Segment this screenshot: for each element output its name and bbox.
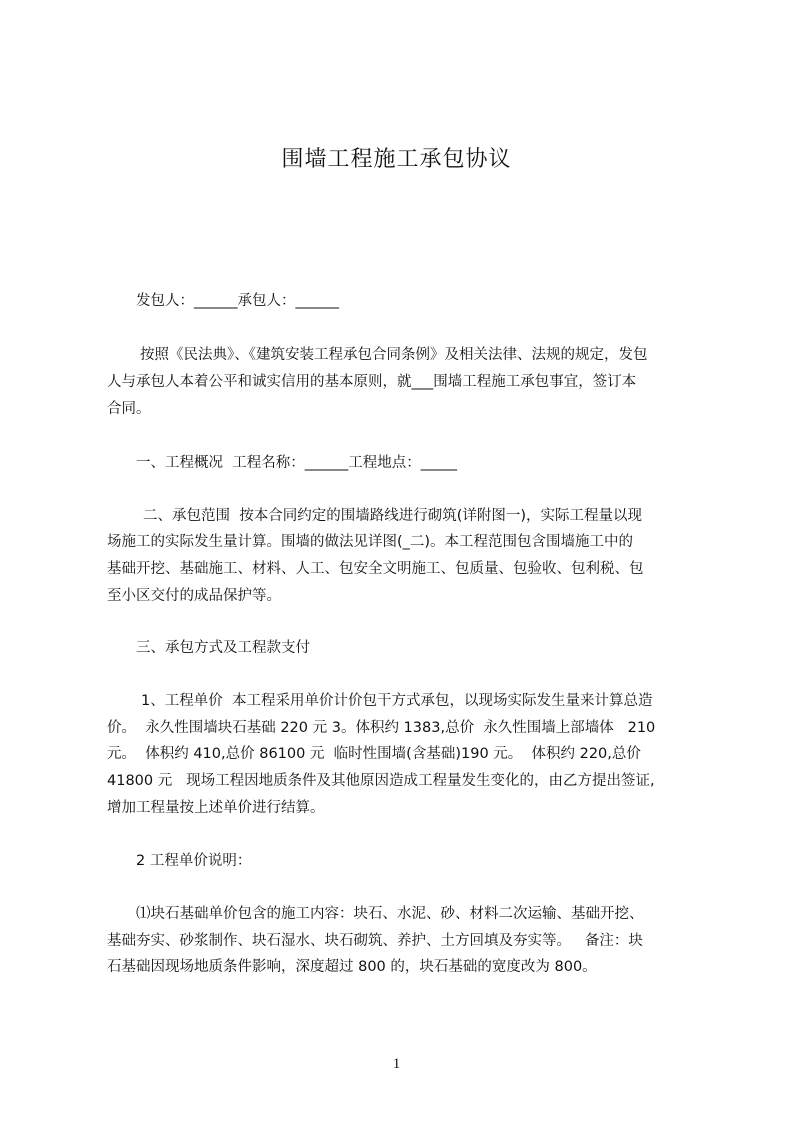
item1-line: 1、工程单价 本工程采用单价计价包干方式承包，以现场实际发生量来计算总造	[141, 693, 653, 709]
section2-line: 二、承包范围 按本合同约定的围墙路线进行砌筑(详附图一)，实际工程量以现	[143, 508, 643, 524]
page-number: 1	[392, 1056, 401, 1072]
section2-line: 场施工的实际发生量计算。围墙的做法见详图(_二)。本工程范围包含围墙施工中的	[107, 534, 634, 550]
item2-heading: 2 工程单价说明：	[136, 853, 252, 869]
section-heading-payment: 三、承包方式及工程款支付	[136, 640, 310, 656]
item2-1-line: 石基础因现场地质条件影响，深度超过 800 的，块石基础的宽度改为 800。	[107, 959, 597, 975]
section2-line: 基础开挖、基础施工、材料、人工、包安全文明施工、包质量、包验收、包利税、包	[107, 561, 644, 577]
preamble-line: 人与承包人本着公平和诚实信用的基本原则，就___围墙工程施工承包事宜，签订本	[107, 374, 637, 390]
item2-1-line: ⑴块石基础单价包含的施工内容：块石、水泥、砂、材料二次运输、基础开挖、	[136, 906, 644, 922]
preamble-line: 合同。	[107, 401, 151, 417]
section-heading-overview: 一、工程概况 工程名称：______工程地点：_____	[136, 455, 457, 471]
item2-1-line: 基础夯实、砂浆制作、块石湿水、块石砌筑、养护、土方回填及夯实等。 备注：块	[107, 933, 643, 949]
parties-line: 发包人：______承包人：______	[136, 293, 339, 309]
document-title: 围墙工程施工承包协议	[281, 147, 512, 172]
item1-line: 价。 永久性围墙块石基础 220 元 3。体积约 1383,总价 永久性围墙上部墙体 210	[107, 720, 656, 736]
item1-line: 41800 元 现场工程因地质条件及其他原因造成工程量发生变化的，由乙方提出签证,	[107, 773, 655, 789]
preamble-line: 按照《民法典》、《建筑安装工程承包合同条例》及相关法律、法规的规定，发包	[140, 347, 648, 363]
item1-line: 增加工程量按上述单价进行结算。	[107, 800, 325, 816]
item1-line: 元。 体积约 410,总价 86100 元 临时性围墙(含基础)190 元。 体积约 220,总价	[107, 746, 641, 762]
section2-line: 至小区交付的成品保护等。	[107, 588, 281, 604]
